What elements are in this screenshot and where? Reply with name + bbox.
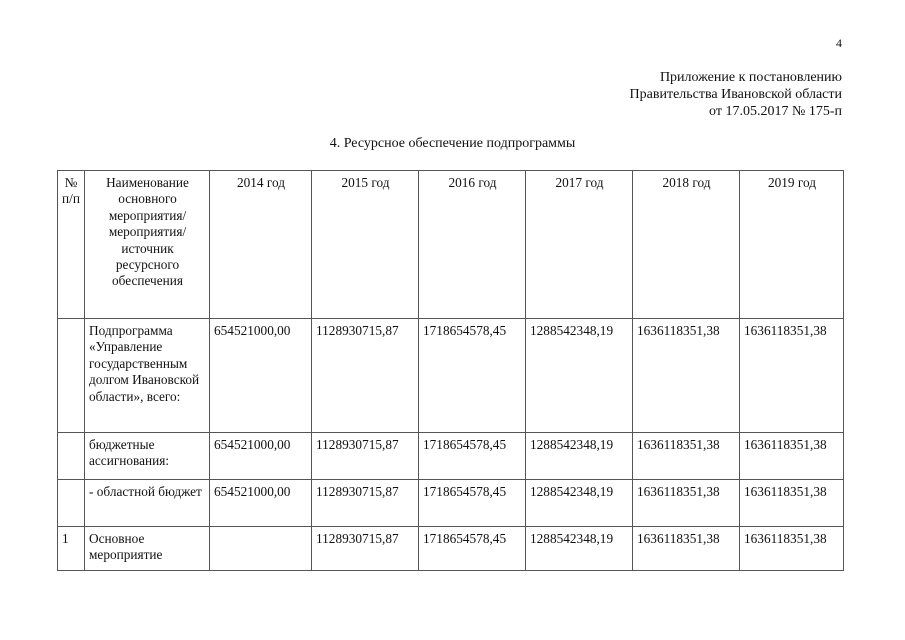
page-number: 4: [836, 36, 842, 50]
header-line-3: от 17.05.2017 № 175-п: [709, 104, 842, 119]
value-cell: 654521000,00: [210, 433, 312, 480]
col-header-2015: 2015 год: [312, 171, 419, 319]
value-cell: 1128930715,87: [312, 433, 419, 480]
row-name: Основное мероприятие: [85, 527, 210, 571]
value-cell: 1636118351,38: [633, 527, 740, 571]
value-cell: 1718654578,45: [419, 319, 526, 433]
col-header-2018: 2018 год: [633, 171, 740, 319]
col-header-name: Наименование основного мероприятия/ мероприятия/ источник ресурсного обеспечения: [85, 171, 210, 319]
col-header-2017: 2017 год: [526, 171, 633, 319]
resource-table: [57, 170, 844, 571]
value-cell: [210, 527, 312, 571]
col-header-2019: 2019 год: [740, 171, 844, 319]
table-row: [58, 480, 844, 527]
value-cell: 1636118351,38: [740, 319, 844, 433]
document-header: [630, 69, 842, 120]
value-cell: 1288542348,19: [526, 480, 633, 527]
table-row: [58, 433, 844, 480]
value-cell: 1718654578,45: [419, 433, 526, 480]
row-number: 1: [58, 527, 85, 571]
value-cell: 654521000,00: [210, 480, 312, 527]
table-row: [58, 319, 844, 433]
value-cell: 1636118351,38: [740, 480, 844, 527]
value-cell: 1636118351,38: [633, 319, 740, 433]
col-header-number: № п/п: [58, 171, 85, 319]
header-line-1: Приложение к постановлению: [659, 70, 842, 85]
row-number: [58, 433, 85, 480]
header-line-2: Правительства Ивановской области: [629, 87, 842, 102]
table-header-row: [58, 171, 844, 319]
row-name: Подпрограмма «Управление государственным долгом Ивановской области», всего:: [85, 319, 210, 433]
value-cell: 1636118351,38: [633, 433, 740, 480]
value-cell: 1128930715,87: [312, 527, 419, 571]
row-name: бюджетные ассигнования:: [85, 433, 210, 480]
col-header-2014: 2014 год: [210, 171, 312, 319]
value-cell: 1288542348,19: [526, 527, 633, 571]
value-cell: 1636118351,38: [740, 433, 844, 480]
row-name: - областной бюджет: [85, 480, 210, 527]
value-cell: 1718654578,45: [419, 527, 526, 571]
value-cell: 1288542348,19: [526, 433, 633, 480]
section-title: 4. Ресурсное обеспечение подпрограммы: [329, 136, 576, 151]
value-cell: 1718654578,45: [419, 480, 526, 527]
row-number: [58, 480, 85, 527]
value-cell: 1128930715,87: [312, 319, 419, 433]
value-cell: 1636118351,38: [633, 480, 740, 527]
value-cell: 1128930715,87: [312, 480, 419, 527]
value-cell: 1288542348,19: [526, 319, 633, 433]
row-number: [58, 319, 85, 433]
value-cell: 1636118351,38: [740, 527, 844, 571]
col-header-2016: 2016 год: [419, 171, 526, 319]
value-cell: 654521000,00: [210, 319, 312, 433]
table-row: [58, 527, 844, 571]
